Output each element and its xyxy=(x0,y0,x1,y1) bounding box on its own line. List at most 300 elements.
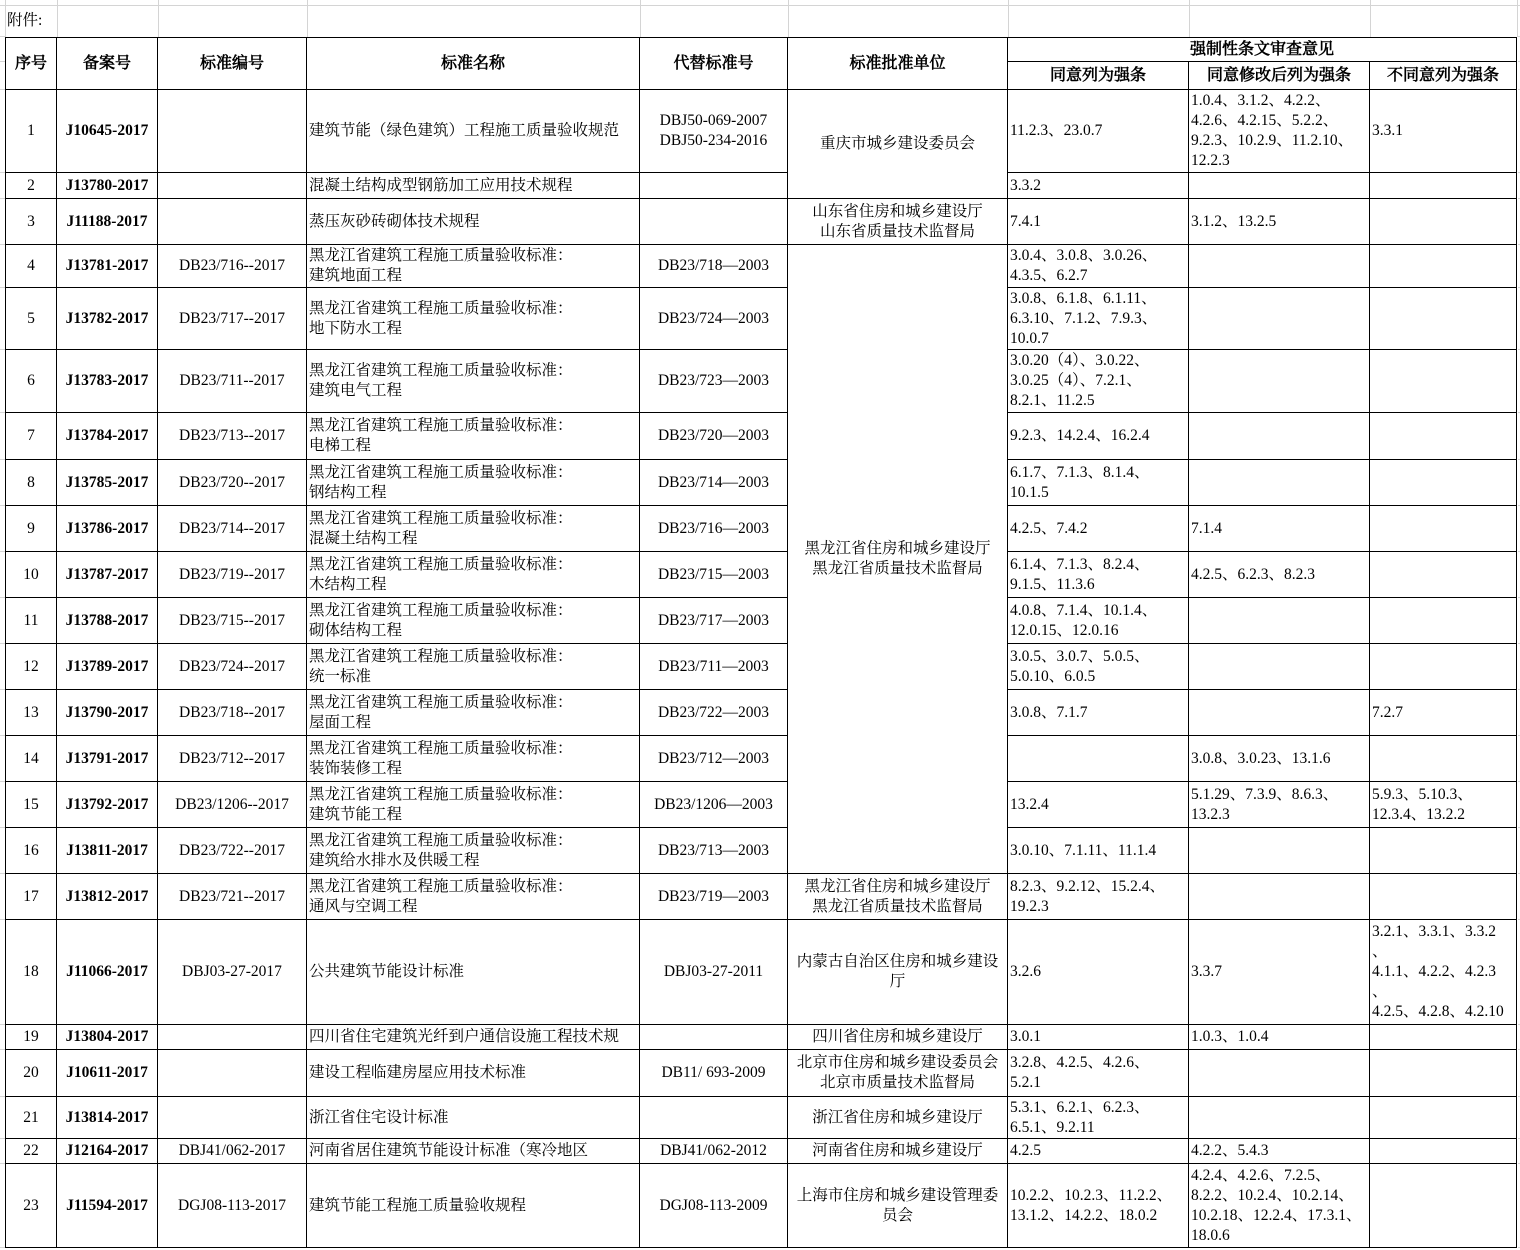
cell-agree[interactable] xyxy=(1008,828,1189,874)
cell-agree-modified[interactable] xyxy=(1189,1139,1370,1164)
cell-seq[interactable] xyxy=(5,245,57,288)
cell-replaced-no[interactable] xyxy=(640,690,788,736)
cell-agree-modified[interactable] xyxy=(1189,460,1370,506)
cell-text: DB23/722--2017 xyxy=(179,841,285,859)
cell-replaced-no[interactable] xyxy=(640,920,788,1025)
table-row xyxy=(0,690,1520,736)
cell-approval-unit[interactable] xyxy=(788,874,1008,920)
cell-text: 9.1.5、11.3.6 xyxy=(1010,575,1095,593)
cell-agree[interactable] xyxy=(1008,1139,1189,1164)
cell-std-no[interactable] xyxy=(158,1139,307,1164)
cell-text: J13781-2017 xyxy=(65,257,149,274)
cell-approval-unit[interactable] xyxy=(788,920,1008,1025)
cell-seq[interactable] xyxy=(5,644,57,690)
cell-text: 4.2.5、6.2.3、8.2.3 xyxy=(1191,565,1316,583)
cell-text: 8 xyxy=(27,473,35,491)
cell-std-no[interactable] xyxy=(158,1050,307,1097)
cell-text: DB23/713—2003 xyxy=(657,841,770,859)
cell-text: DBJ41/062-2012 xyxy=(660,1142,767,1159)
cell-std-name[interactable] xyxy=(307,690,640,736)
cell-approval-unit[interactable] xyxy=(788,1139,1008,1164)
cell-replaced-no[interactable] xyxy=(640,506,788,552)
gridline xyxy=(1517,0,1518,37)
cell-record-no[interactable] xyxy=(57,1097,158,1139)
cell-agree[interactable] xyxy=(1008,460,1189,506)
table-row xyxy=(0,920,1520,1025)
cell-approval-unit[interactable] xyxy=(788,1050,1008,1097)
cell-seq[interactable] xyxy=(5,736,57,782)
cell-text: J11188-2017 xyxy=(66,212,148,230)
cell-record-no[interactable] xyxy=(57,736,158,782)
cell-agree-modified[interactable] xyxy=(1189,90,1370,173)
cell-agree[interactable] xyxy=(1008,920,1189,1025)
gridline xyxy=(57,0,58,37)
cell-text: DB23/718—2003 xyxy=(657,257,770,274)
cell-std-no[interactable] xyxy=(158,199,307,245)
cell-std-no[interactable] xyxy=(158,598,307,644)
cell-agree-modified[interactable] xyxy=(1189,828,1370,874)
cell-text: 10 xyxy=(23,565,39,583)
cell-text: 1.0.4、3.1.2、4.2.2、 xyxy=(1191,92,1331,109)
cell-text: J11594-2017 xyxy=(66,1196,148,1214)
cell-seq[interactable] xyxy=(5,598,57,644)
cell-agree[interactable] xyxy=(1008,506,1189,552)
cell-std-name[interactable] xyxy=(307,552,640,598)
cell-std-name[interactable] xyxy=(307,460,640,506)
cell-replaced-no[interactable] xyxy=(640,413,788,460)
cell-record-no[interactable] xyxy=(57,552,158,598)
cell-std-name[interactable] xyxy=(307,506,640,552)
cell-std-no[interactable] xyxy=(158,782,307,828)
header-replaced-no[interactable] xyxy=(640,37,788,90)
cell-std-name[interactable] xyxy=(307,288,640,350)
cell-std-no[interactable] xyxy=(158,90,307,173)
cell-std-name[interactable] xyxy=(307,173,640,199)
cell-record-no[interactable] xyxy=(57,506,158,552)
cell-seq[interactable] xyxy=(5,288,57,350)
cell-disagree[interactable] xyxy=(1370,736,1517,782)
cell-record-no[interactable] xyxy=(57,1139,158,1164)
cell-text: DB23/715—2003 xyxy=(657,565,770,583)
cell-std-name[interactable] xyxy=(307,199,640,245)
cell-agree[interactable] xyxy=(1008,1025,1189,1050)
cell-std-no[interactable] xyxy=(158,828,307,874)
cell-std-name[interactable] xyxy=(307,245,640,288)
cell-agree[interactable] xyxy=(1008,552,1189,598)
cell-record-no[interactable] xyxy=(57,173,158,199)
cell-disagree[interactable] xyxy=(1370,460,1517,506)
cell-approval-unit[interactable] xyxy=(788,199,1008,245)
cell-seq[interactable] xyxy=(5,199,57,245)
cell-text: 3.3.1 xyxy=(1372,122,1403,139)
cell-std-name[interactable] xyxy=(307,828,640,874)
table-row xyxy=(0,598,1520,644)
cell-disagree[interactable] xyxy=(1370,173,1517,199)
cell-text: DBJ03-27-2017 xyxy=(182,963,282,980)
cell-std-name[interactable] xyxy=(307,90,640,173)
cell-std-no[interactable] xyxy=(158,245,307,288)
cell-text: DB23/718--2017 xyxy=(179,703,285,721)
cell-text: 3.0.4、3.0.8、3.0.26、 xyxy=(1010,247,1158,264)
header-agree-modified[interactable] xyxy=(1189,62,1370,90)
cell-record-no[interactable] xyxy=(57,782,158,828)
cell-std-name[interactable] xyxy=(307,920,640,1025)
cell-replaced-no[interactable] xyxy=(640,1139,788,1164)
table-row xyxy=(0,1139,1520,1164)
header-review-group[interactable] xyxy=(1008,37,1517,62)
cell-std-no[interactable] xyxy=(158,920,307,1025)
cell-std-no[interactable] xyxy=(158,1025,307,1050)
cell-disagree[interactable] xyxy=(1370,199,1517,245)
cell-replaced-no[interactable] xyxy=(640,199,788,245)
table-row xyxy=(0,736,1520,782)
cell-text: J13792-2017 xyxy=(65,795,149,813)
cell-text: 黑龙江省建筑工程施工质量验收标准： xyxy=(309,299,573,317)
cell-std-name[interactable] xyxy=(307,644,640,690)
header-disagree[interactable] xyxy=(1370,62,1517,90)
cell-replaced-no[interactable] xyxy=(640,1097,788,1139)
cell-agree[interactable] xyxy=(1008,245,1189,288)
cell-agree-modified[interactable] xyxy=(1189,506,1370,552)
cell-disagree[interactable] xyxy=(1370,1139,1517,1164)
cell-std-name[interactable] xyxy=(307,1025,640,1050)
header-record-no[interactable] xyxy=(57,37,158,90)
cell-text: 3.0.25（4）、7.2.1、 xyxy=(1010,372,1142,389)
cell-text: 16 xyxy=(23,841,39,859)
cell-agree-modified[interactable] xyxy=(1189,413,1370,460)
header-std-no[interactable] xyxy=(158,37,307,90)
cell-text: J10645-2017 xyxy=(65,122,149,139)
cell-agree-modified[interactable] xyxy=(1189,245,1370,288)
table-row xyxy=(0,173,1520,199)
table-row xyxy=(0,460,1520,506)
cell-seq[interactable] xyxy=(5,460,57,506)
cell-seq[interactable] xyxy=(5,828,57,874)
cell-disagree[interactable] xyxy=(1370,690,1517,736)
cell-seq[interactable] xyxy=(5,413,57,460)
cell-text: DB23/712--2017 xyxy=(179,749,285,767)
cell-replaced-no[interactable] xyxy=(640,245,788,288)
cell-std-no[interactable] xyxy=(158,644,307,690)
cell-replaced-no[interactable] xyxy=(640,1164,788,1248)
cell-replaced-no[interactable] xyxy=(640,1025,788,1050)
cell-record-no[interactable] xyxy=(57,413,158,460)
cell-std-no[interactable] xyxy=(158,350,307,413)
cell-disagree[interactable] xyxy=(1370,413,1517,460)
cell-text: 黑龙江省建筑工程施工质量验收标准： xyxy=(309,647,573,665)
cell-agree-modified[interactable] xyxy=(1189,920,1370,1025)
cell-disagree[interactable] xyxy=(1370,782,1517,828)
cell-text: 黑龙江省建筑工程施工质量验收标准： xyxy=(309,601,573,619)
header-seq[interactable] xyxy=(5,37,57,90)
cell-std-name[interactable] xyxy=(307,1139,640,1164)
cell-text: DGJ08-113-2009 xyxy=(659,1196,768,1214)
header-std-name[interactable] xyxy=(307,37,640,90)
cell-std-no[interactable] xyxy=(158,690,307,736)
cell-agree[interactable] xyxy=(1008,598,1189,644)
cell-record-no[interactable] xyxy=(57,1164,158,1248)
cell-agree[interactable] xyxy=(1008,782,1189,828)
cell-text: 11.2.3、23.0.7 xyxy=(1010,122,1103,139)
cell-text: DBJ41/062-2017 xyxy=(178,1142,286,1159)
cell-replaced-no[interactable] xyxy=(640,644,788,690)
cell-std-name[interactable] xyxy=(307,782,640,828)
cell-disagree[interactable] xyxy=(1370,506,1517,552)
header-approval-unit[interactable] xyxy=(788,37,1008,90)
cell-std-no[interactable] xyxy=(158,1164,307,1248)
cell-disagree[interactable] xyxy=(1370,90,1517,173)
cell-agree-modified[interactable] xyxy=(1189,173,1370,199)
cell-replaced-no[interactable] xyxy=(640,782,788,828)
cell-record-no[interactable] xyxy=(57,690,158,736)
cell-agree[interactable] xyxy=(1008,736,1189,782)
cell-text: J13783-2017 xyxy=(65,372,149,389)
cell-text: 建筑电气工程 xyxy=(309,382,403,399)
cell-std-name[interactable] xyxy=(307,1164,640,1248)
cell-text: 10.1.5 xyxy=(1010,483,1049,501)
table-row xyxy=(0,828,1520,874)
cell-text: DB23/1206—2003 xyxy=(654,795,773,813)
cell-disagree[interactable] xyxy=(1370,350,1517,413)
cell-replaced-no[interactable] xyxy=(640,90,788,173)
cell-replaced-no[interactable] xyxy=(640,736,788,782)
cell-record-no[interactable] xyxy=(57,90,158,173)
cell-agree-modified[interactable] xyxy=(1189,598,1370,644)
cell-agree[interactable] xyxy=(1008,874,1189,920)
cell-text: 6.3.10、7.1.2、7.9.3、 xyxy=(1010,309,1158,327)
cell-std-name[interactable] xyxy=(307,598,640,644)
cell-std-name[interactable] xyxy=(307,350,640,413)
gridline xyxy=(788,0,789,37)
table-row xyxy=(0,782,1520,828)
table-row xyxy=(0,1050,1520,1097)
cell-agree-modified[interactable] xyxy=(1189,288,1370,350)
cell-text: 7.4.1 xyxy=(1010,212,1041,230)
cell-std-no[interactable] xyxy=(158,173,307,199)
cell-text: 5 xyxy=(27,309,35,327)
cell-agree-modified[interactable] xyxy=(1189,782,1370,828)
cell-agree-modified[interactable] xyxy=(1189,1050,1370,1097)
cell-text: 13.1.2、14.2.2、18.0.2 xyxy=(1010,1206,1158,1224)
cell-text: DB23/712—2003 xyxy=(657,749,770,767)
cell-text: 5.3.1、6.2.1、6.2.3、 xyxy=(1010,1098,1150,1116)
cell-agree-modified[interactable] xyxy=(1189,736,1370,782)
cell-record-no[interactable] xyxy=(57,245,158,288)
cell-text: 黑龙江省建筑工程施工质量验收标准： xyxy=(309,247,573,264)
cell-agree[interactable] xyxy=(1008,1164,1189,1248)
cell-record-no[interactable] xyxy=(57,288,158,350)
cell-text: J13791-2017 xyxy=(65,749,149,767)
cell-std-no[interactable] xyxy=(158,288,307,350)
cell-text: 10.2.18、12.2.4、17.3.1、 xyxy=(1191,1206,1362,1224)
cell-text: DB23/711--2017 xyxy=(179,372,285,389)
cell-record-no[interactable] xyxy=(57,460,158,506)
cell-std-no[interactable] xyxy=(158,874,307,920)
cell-text: J11066-2017 xyxy=(66,963,148,980)
table-row xyxy=(0,350,1520,413)
cell-agree-modified[interactable] xyxy=(1189,1164,1370,1248)
cell-text: 北京市质量技术监督局 xyxy=(819,1074,975,1091)
header-agree[interactable] xyxy=(1008,62,1189,90)
cell-seq[interactable] xyxy=(5,350,57,413)
cell-replaced-no[interactable] xyxy=(640,460,788,506)
cell-text: 黑龙江省建筑工程施工质量验收标准： xyxy=(309,555,573,573)
table-row xyxy=(0,506,1520,552)
cell-text: J13790-2017 xyxy=(65,703,149,721)
cell-agree-modified[interactable] xyxy=(1189,690,1370,736)
cell-agree[interactable] xyxy=(1008,1097,1189,1139)
cell-std-no[interactable] xyxy=(158,413,307,460)
cell-seq[interactable] xyxy=(5,874,57,920)
cell-record-no[interactable] xyxy=(57,874,158,920)
cell-text: J13814-2017 xyxy=(65,1108,149,1126)
cell-disagree[interactable] xyxy=(1370,288,1517,350)
cell-text: 黑龙江省住房和城乡建设厅 xyxy=(804,877,991,895)
cell-agree-modified[interactable] xyxy=(1189,1025,1370,1050)
cell-approval-unit[interactable] xyxy=(788,1164,1008,1248)
cell-text: J13780-2017 xyxy=(65,176,149,194)
cell-record-no[interactable] xyxy=(57,199,158,245)
cell-text: 山东省质量技术监督局 xyxy=(819,222,975,240)
cell-agree[interactable] xyxy=(1008,173,1189,199)
cell-record-no[interactable] xyxy=(57,598,158,644)
cell-text: DB23/723—2003 xyxy=(657,372,770,389)
cell-seq[interactable] xyxy=(5,506,57,552)
cell-record-no[interactable] xyxy=(57,920,158,1025)
cell-std-name[interactable] xyxy=(307,1050,640,1097)
cell-std-name[interactable] xyxy=(307,736,640,782)
cell-replaced-no[interactable] xyxy=(640,288,788,350)
cell-disagree[interactable] xyxy=(1370,1164,1517,1248)
cell-disagree[interactable] xyxy=(1370,1097,1517,1139)
table-row xyxy=(0,552,1520,598)
cell-replaced-no[interactable] xyxy=(640,874,788,920)
cell-std-no[interactable] xyxy=(158,506,307,552)
cell-replaced-no[interactable] xyxy=(640,350,788,413)
cell-replaced-no[interactable] xyxy=(640,1050,788,1097)
cell-record-no[interactable] xyxy=(57,828,158,874)
cell-seq[interactable] xyxy=(5,552,57,598)
cell-approval-unit[interactable] xyxy=(788,1097,1008,1139)
header-std-name-label: 标准名称 xyxy=(440,54,505,72)
attachment-label-cell[interactable] xyxy=(5,5,57,37)
cell-text: 14 xyxy=(23,749,39,767)
cell-text: DBJ50-069-2007 xyxy=(659,112,768,129)
gridline xyxy=(1008,0,1009,37)
cell-text: DB23/717--2017 xyxy=(179,309,285,327)
cell-replaced-no[interactable] xyxy=(640,828,788,874)
cell-text: 2 xyxy=(27,176,35,194)
cell-seq[interactable] xyxy=(5,920,57,1025)
cell-text: J10611-2017 xyxy=(66,1064,148,1081)
cell-std-no[interactable] xyxy=(158,460,307,506)
cell-agree[interactable] xyxy=(1008,690,1189,736)
cell-text: 混凝土结构成型钢筋加工应用技术规程 xyxy=(309,176,573,194)
cell-agree[interactable] xyxy=(1008,350,1189,413)
cell-disagree[interactable] xyxy=(1370,598,1517,644)
cell-seq[interactable] xyxy=(5,1164,57,1248)
cell-text: 建筑节能工程 xyxy=(309,805,403,823)
cell-text: 黑龙江省建筑工程施工质量验收标准： xyxy=(309,877,573,895)
cell-text: 11 xyxy=(23,611,39,629)
cell-std-name[interactable] xyxy=(307,874,640,920)
cell-record-no[interactable] xyxy=(57,1025,158,1050)
cell-agree-modified[interactable] xyxy=(1189,644,1370,690)
cell-text: 3.0.10、7.1.11、11.1.4 xyxy=(1010,841,1157,859)
cell-disagree[interactable] xyxy=(1370,920,1517,1025)
cell-agree[interactable] xyxy=(1008,90,1189,173)
cell-record-no[interactable] xyxy=(57,1050,158,1097)
cell-text: 建筑节能（绿色建筑）工程施工质量验收规范 xyxy=(309,122,620,139)
cell-text: DB23/720--2017 xyxy=(179,473,285,491)
cell-text: 4.2.2、5.4.3 xyxy=(1191,1142,1269,1159)
cell-text: DBJ03-27-2011 xyxy=(663,963,764,980)
cell-seq[interactable] xyxy=(5,90,57,173)
cell-text: 5.2.1 xyxy=(1010,1074,1041,1091)
cell-disagree[interactable] xyxy=(1370,245,1517,288)
cell-text: 19 xyxy=(23,1028,39,1045)
cell-agree-modified[interactable] xyxy=(1189,552,1370,598)
cell-agree[interactable] xyxy=(1008,1050,1189,1097)
cell-text: 3.3.7 xyxy=(1191,963,1222,980)
cell-text: 10.0.7 xyxy=(1010,329,1049,347)
cell-record-no[interactable] xyxy=(57,644,158,690)
cell-agree-modified[interactable] xyxy=(1189,1097,1370,1139)
cell-std-no[interactable] xyxy=(158,552,307,598)
cell-text: 3.0.1 xyxy=(1010,1028,1041,1045)
cell-text: 20 xyxy=(23,1064,39,1081)
cell-seq[interactable] xyxy=(5,1025,57,1050)
cell-seq[interactable] xyxy=(5,173,57,199)
cell-agree[interactable] xyxy=(1008,413,1189,460)
cell-agree-modified[interactable] xyxy=(1189,199,1370,245)
cell-disagree[interactable] xyxy=(1370,644,1517,690)
cell-agree[interactable] xyxy=(1008,644,1189,690)
cell-seq[interactable] xyxy=(5,1097,57,1139)
cell-agree[interactable] xyxy=(1008,199,1189,245)
cell-disagree[interactable] xyxy=(1370,828,1517,874)
cell-replaced-no[interactable] xyxy=(640,173,788,199)
cell-disagree[interactable] xyxy=(1370,552,1517,598)
cell-agree-modified[interactable] xyxy=(1189,350,1370,413)
cell-disagree[interactable] xyxy=(1370,874,1517,920)
cell-approval-unit[interactable] xyxy=(788,1025,1008,1050)
cell-std-name[interactable] xyxy=(307,1097,640,1139)
cell-replaced-no[interactable] xyxy=(640,552,788,598)
table-row xyxy=(0,1097,1520,1139)
cell-text: 浙江省住房和城乡建设厅 xyxy=(812,1108,983,1126)
cell-std-no[interactable] xyxy=(158,1097,307,1139)
cell-agree-modified[interactable] xyxy=(1189,874,1370,920)
cell-replaced-no[interactable] xyxy=(640,598,788,644)
cell-std-no[interactable] xyxy=(158,736,307,782)
cell-record-no[interactable] xyxy=(57,350,158,413)
table-row xyxy=(0,874,1520,920)
cell-text: 18.0.6 xyxy=(1191,1226,1230,1244)
cell-disagree[interactable] xyxy=(1370,1050,1517,1097)
cell-text: 黑龙江省建筑工程施工质量验收标准： xyxy=(309,831,573,849)
cell-text: 建筑节能工程施工质量验收规程 xyxy=(309,1196,527,1214)
cell-seq[interactable] xyxy=(5,690,57,736)
cell-seq[interactable] xyxy=(5,782,57,828)
cell-agree[interactable] xyxy=(1008,288,1189,350)
cell-disagree[interactable] xyxy=(1370,1025,1517,1050)
cell-std-name[interactable] xyxy=(307,413,640,460)
cell-seq[interactable] xyxy=(5,1050,57,1097)
cell-text: 4.2.6、4.2.15、5.2.2、 xyxy=(1191,112,1339,129)
cell-seq[interactable] xyxy=(5,1139,57,1164)
cell-text: DB23/714—2003 xyxy=(657,473,770,491)
